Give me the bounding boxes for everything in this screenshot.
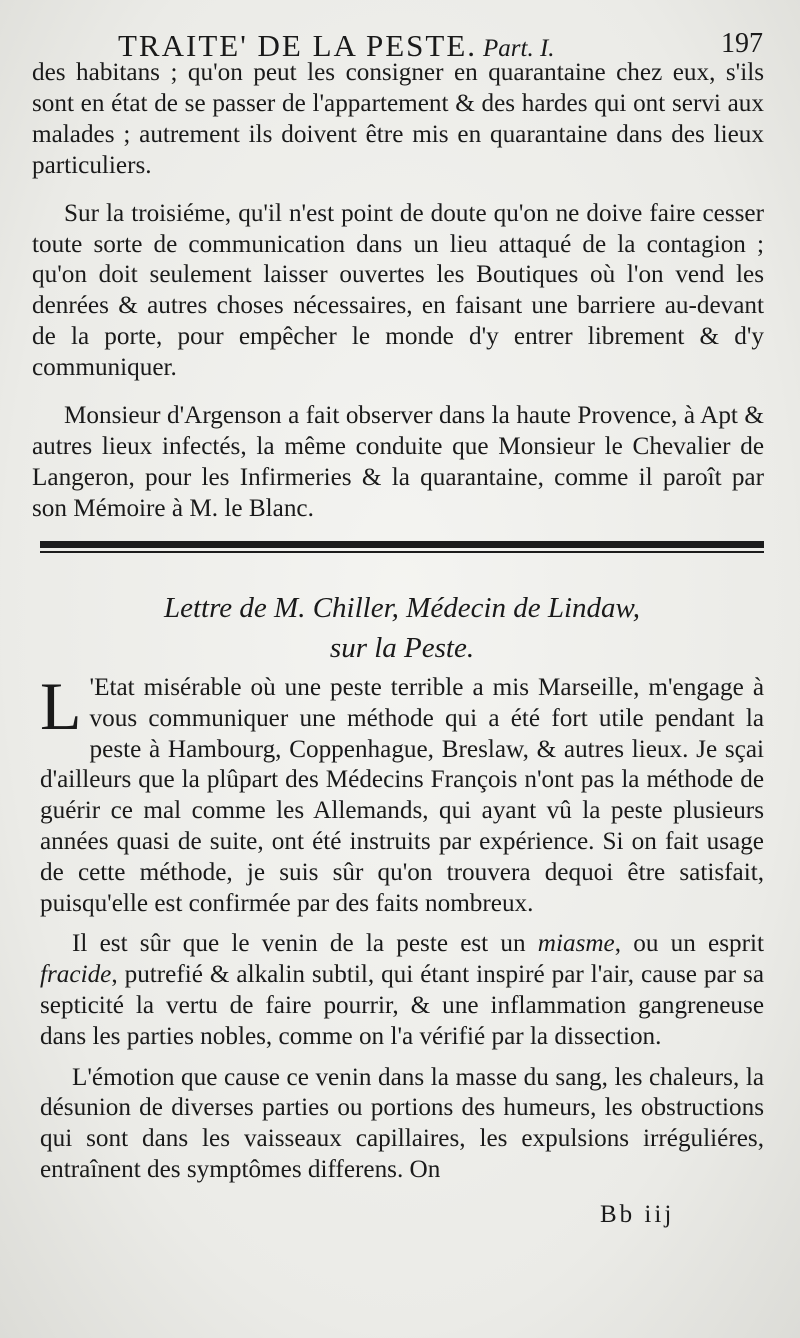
paragraph-continuation: des habitans ; qu'on peut les consigner en quarantaine chez eux, s'ils sont en état de se passer de l'appartement & des hardes qui ont servi aux malades ; autrement ils doivent être mis en quarantaine dans des lieux particuliers. (32, 59, 764, 179)
running-title: TRAITE' DE LA PESTE. Part. I. (118, 28, 555, 63)
letter-title-line-2: sur la Peste. (329, 632, 475, 664)
letter-paragraph-3: L'émotion que cause ce venin dans la masse du sang, les chaleurs, la désunion de diverses parties ou portions des humeurs, les obstructions qui sont dans les vaisseaux capillaires, les expulsions irréguliéres, entraînent des symptômes differens. On (40, 1063, 764, 1183)
letter-paragraph-2: Il est sûr que le venin de la peste est un miasme, ou un esprit fracide, putrefié & alkalin subtil, qui étant inspiré par l'air, cause par sa septicité la vertu de faire pourrir, & une inflammation gangreneuse dans les parties nobles, comme on l'a vérifié par la dissection. (40, 930, 764, 1050)
paragraph-argenson: Monsieur d'Argenson a fait observer dans la haute Provence, à Apt & autres lieux infectés, la même conduite que Monsieur le Chevalier de Langeron, pour les Infirmeries & la quarantaine, comme il paroît par son Mémoire à M. le Blanc. (32, 402, 764, 522)
signature-mark: Bb iij (600, 1201, 675, 1228)
part-label: Part. I. (483, 35, 555, 62)
divider-thin-rule (40, 551, 764, 553)
drop-cap: L (40, 668, 82, 744)
divider-thick-rule (40, 541, 764, 548)
term-fracide: fracide (40, 961, 112, 989)
term-miasme: miasme (537, 930, 615, 958)
page-number: 197 (721, 28, 763, 59)
section-divider (40, 541, 764, 555)
letter-body (40, 668, 764, 1196)
letter-title-line-1: Lettre de M. Chiller, Médecin de Lindaw, (163, 592, 640, 624)
body-text (32, 58, 764, 542)
letter-title (40, 588, 764, 668)
paragraph-troisieme: Sur la troisiéme, qu'il n'est point de doute qu'on ne doive faire cesser toute sorte de communication dans un lieu attaqué de la contagion ; qu'on doit seulement laisser ouvertes les Boutiques où l'on vend les denrées & autres choses nécessaires, en faisant une barriere au-devant de la porte, pour empêcher le monde d'y entrer librement & d'y communiquer. (32, 199, 764, 382)
letter-paragraph-1: L 'Etat misérable où une peste terrible a mis Marseille, m'engage à vous communiquer une méthode qui a été fort utile pendant la peste à Hambourg, Coppenhague, Breslaw, & autres lieux. Je sçai d'ailleurs que la plûpart des Médecins François n'ont pas la méthode de guérir ce mal comme les Allemands, qui ayant vû la peste plusieurs années quasi de suite, ont été instruits par expérience. Si on fait usage de cette méthode, je suis sûr qu'on trouvera dequoi être satisfait, puisqu'elle est confirmée par des faits nombreux. (40, 668, 764, 917)
